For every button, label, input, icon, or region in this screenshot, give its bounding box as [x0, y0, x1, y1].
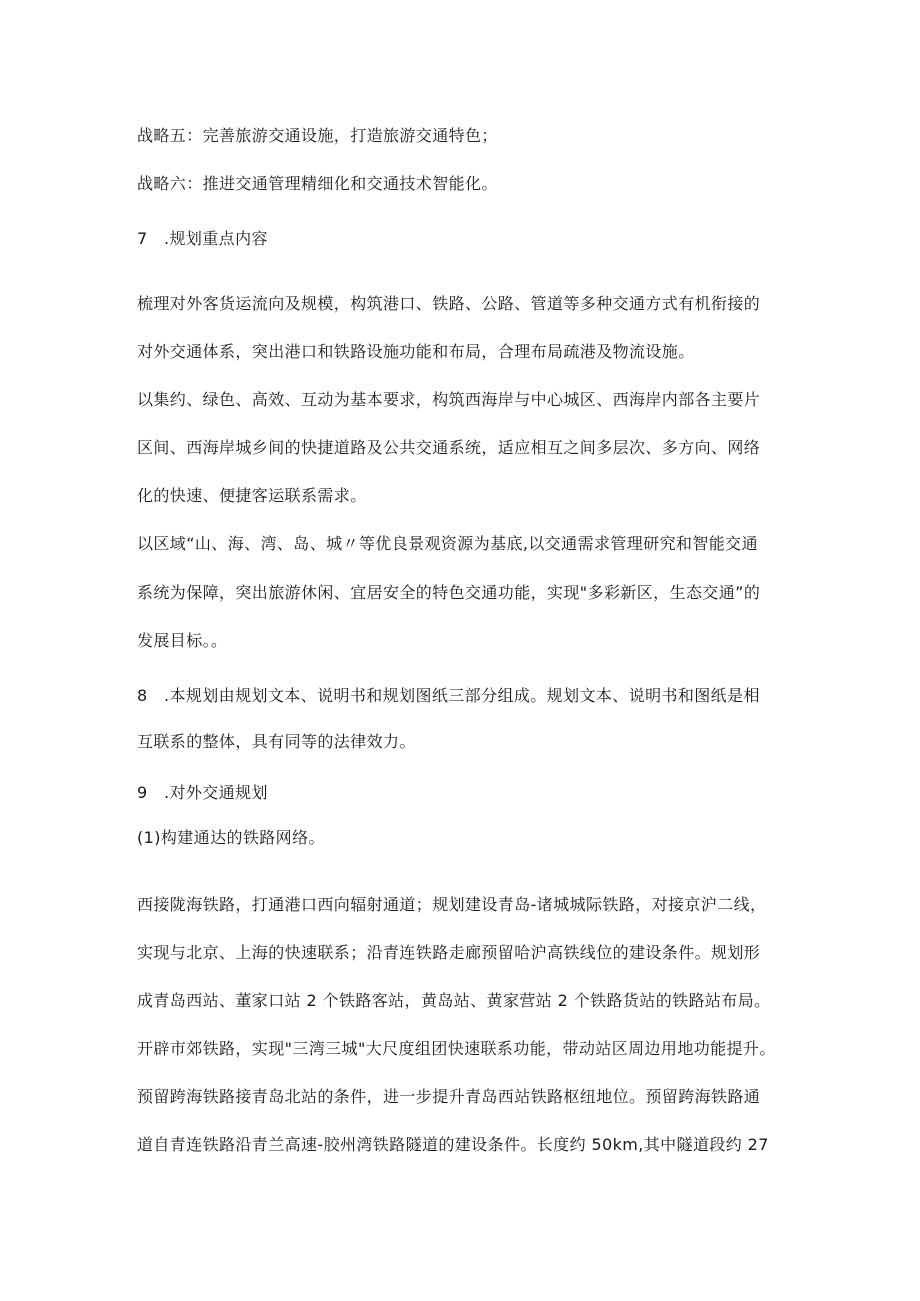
strategy-five-line: 战略五：完善旅游交通设施，打造旅游交通特色；	[137, 126, 498, 145]
paragraph-line: 实现与北京、上海的快速联系；沿青连铁路走廊预留哈沪高铁线位的建设条件。规划形	[137, 943, 761, 962]
section-9-heading: 9 .对外交通规划	[137, 783, 268, 802]
paragraph-line: 系统为保障，突出旅游休闲、宜居安全的特色交通功能，实现"多彩新区，生态交通”的	[137, 583, 761, 602]
paragraph-line: 梳理对外客货运流向及规模，构筑港口、铁路、公路、管道等多种交通方式有机衔接的	[137, 294, 761, 313]
paragraph-line: 以区域“山、海、湾、岛、城〃等优良景观资源为基底,以交通需求管理研究和智能交通	[137, 534, 758, 553]
paragraph-line: 道自青连铁路沿青兰高速-胶州湾铁路隧道的建设条件。长度约 50km,其中隧道段约 27	[137, 1135, 769, 1154]
paragraph-line: 发展目标。。	[137, 631, 228, 650]
paragraph-line: 西接陇海铁路，打通港口西向辐射通道；规划建设青岛-诸城城际铁路，对接京沪二线，	[137, 895, 767, 914]
paragraph-line: 开辟市郊铁路，实现"三湾三城"大尺度组团快速联系功能，带动站区周边用地功能提升。	[137, 1039, 776, 1058]
section-8-line: 8 .本规划由规划文本、说明书和规划图纸三部分组成。规划文本、说明书和图纸是相	[137, 686, 760, 705]
paragraph-line: 预留跨海铁路接青岛北站的条件，进一步提升青岛西站铁路枢纽地位。预留跨海铁路通	[137, 1087, 761, 1106]
section-7-heading: 7 .规划重点内容	[137, 229, 268, 248]
section-8-line: 互联系的整体，具有同等的法律效力。	[137, 732, 416, 751]
paragraph-line: 区间、西海岸城乡间的快捷道路及公共交通系统，适应相互之间多层次、多方向、网络	[137, 438, 761, 457]
paragraph-line: 成青岛西站、董家口站 2 个铁路客站，黄岛站、黄家营站 2 个铁路货站的铁路站布局。	[137, 991, 771, 1010]
paragraph-line: 化的快速、便捷客运联系需求。	[137, 486, 367, 505]
paragraph-line: 对外交通体系，突出港口和铁路设施功能和布局，合理布局疏港及物流设施。	[137, 342, 695, 361]
paragraph-line: 以集约、绿色、高效、互动为基本要求，构筑西海岸与中心城区、西海岸内部各主要片	[137, 390, 761, 409]
strategy-six-line: 战略六：推进交通管理精细化和交通技术智能化。	[137, 174, 498, 193]
subsection-1-heading: (1)构建通达的铁路网络。	[137, 828, 325, 847]
